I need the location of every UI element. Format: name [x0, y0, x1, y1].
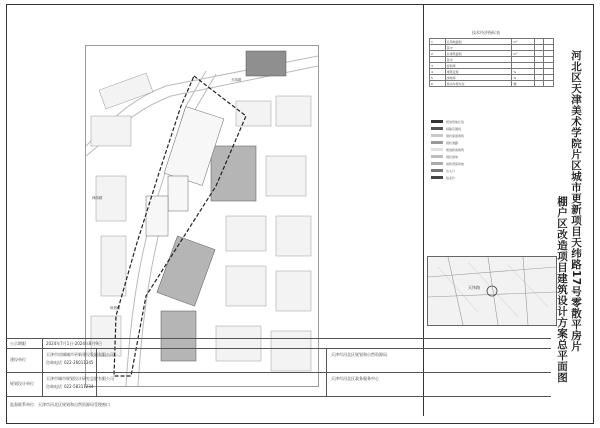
legend-swatch: [431, 141, 443, 144]
contact-1: 022-26011345: [64, 360, 94, 365]
legend-item: [431, 167, 551, 174]
legend-swatch: [431, 176, 443, 179]
bottom-info-block: [6, 330, 594, 424]
indicator-cell: %: [512, 69, 535, 75]
legend-label: 出入口: [446, 168, 456, 173]
legend-label: 现状道路: [446, 140, 459, 145]
legend-label: 规划新建建筑: [446, 147, 465, 152]
indicator-cell: 2: [430, 51, 446, 57]
address-2: 天津市河北区政务服务中心: [331, 376, 379, 381]
legend-swatch: [431, 162, 443, 165]
drawing-title-line2: 棚户区改造项目建筑设计方案总平面图: [556, 196, 568, 383]
indicator-row: [430, 81, 554, 87]
planning-value: 天津市城市规划设计研究总院有限公司: [46, 376, 114, 381]
indicator-cell: 其中: [445, 45, 512, 51]
legend-item: [431, 132, 551, 139]
indicator-table: [429, 38, 554, 87]
legend-swatch: [431, 169, 443, 172]
legend-item: [431, 174, 551, 181]
indicator-cell: 总建筑面积: [445, 51, 512, 57]
indicator-cell: %: [512, 75, 535, 81]
indicator-cell: [544, 81, 554, 87]
address-1: 天津市河北区规划和自然资源局: [331, 352, 387, 357]
legend-item: [431, 125, 551, 132]
legend-swatch: [431, 155, 443, 158]
legend-item: [431, 118, 551, 125]
legend-swatch: [431, 120, 443, 123]
legend-label: 消防登高场地: [446, 161, 465, 166]
drawing-title-line1: 河北区天津美术学院片区城市更新项目天纬路17号零散平房片: [570, 50, 582, 352]
indicator-cell: 3: [430, 63, 446, 69]
footer-note: 监督联系单位：天津市河北区规划和自然资源局受理窗口: [10, 402, 110, 407]
builder-value: 天津市房城城市更新建设发展有限公司: [46, 352, 114, 357]
indicator-cell: 6: [430, 81, 446, 87]
location-map-label: 天纬路: [468, 285, 480, 290]
indicator-cell: 绿地率: [445, 75, 512, 81]
road-label-left: 律纬路: [92, 196, 103, 200]
legend-label: 拆除范围线: [446, 126, 462, 131]
location-map: [427, 256, 557, 326]
indicator-cell: 机动车停车位: [445, 81, 512, 87]
legend: [431, 118, 551, 181]
indicator-cell: m²: [512, 39, 535, 45]
indicator-cell: 辆: [512, 81, 535, 87]
legend-label: 现状绿地: [446, 154, 459, 159]
legend-swatch: [431, 134, 443, 137]
contact-label-2: 咨询电话: [46, 384, 62, 389]
builder-label: 建设单位: [10, 357, 26, 362]
public-notice-value: 2024年7月1日-2024年8月9日: [46, 341, 102, 346]
indicator-cell: 1: [430, 39, 446, 45]
indicator-cell: 其中: [445, 57, 512, 63]
contact-label-1: 咨询电话: [46, 360, 62, 365]
planning-label: 规划设计单位: [10, 381, 34, 386]
location-map-drawing: [428, 257, 556, 325]
legend-item: [431, 139, 551, 146]
indicator-table-title: 技术经济指标表: [472, 30, 500, 35]
legend-label: 现状保留建筑: [446, 133, 465, 138]
indicator-cell: m²: [512, 51, 535, 57]
indicator-cell: 容积率: [445, 63, 512, 69]
indicator-cell: 4: [430, 69, 446, 75]
road-label-top: 天纬路: [231, 78, 242, 82]
legend-swatch: [431, 127, 443, 130]
legend-item: [431, 153, 551, 160]
legend-item: [431, 160, 551, 167]
indicator-cell: 5: [430, 75, 446, 81]
legend-label: 指北针: [446, 175, 456, 180]
legend-label: 规划用地红线: [446, 119, 465, 124]
indicator-cell: 建筑密度: [445, 69, 512, 75]
legend-swatch: [431, 148, 443, 151]
legend-item: [431, 146, 551, 153]
contact-2: 022-58311234: [64, 384, 94, 389]
indicator-cell: [534, 81, 544, 87]
road-label-left2: 规划路: [110, 306, 121, 310]
public-notice-label: 公示期限: [10, 341, 26, 346]
indicator-cell: 总用地面积: [445, 39, 512, 45]
